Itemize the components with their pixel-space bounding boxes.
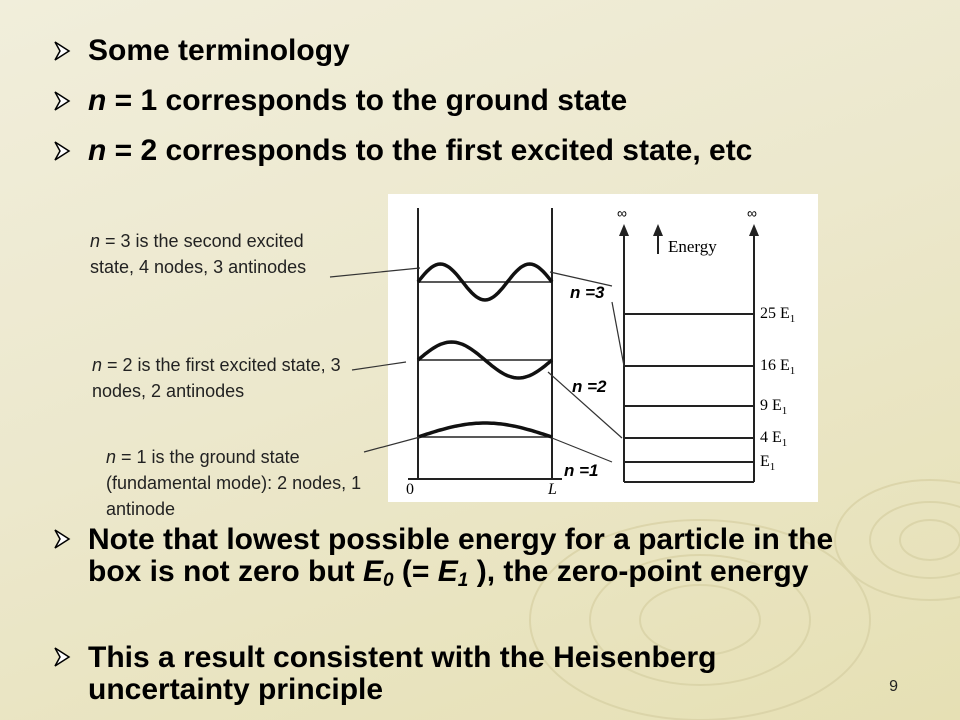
level-label: 16 $E_1$ <box>760 357 796 377</box>
bullet-heisenberg <box>52 642 716 706</box>
bullet-text-line2: box is not zero but $E_0$ (= $E_1$ ), the zero-point energy <box>88 555 809 591</box>
energy-label: Energy <box>668 237 717 256</box>
arrow-bullet-icon <box>52 524 74 554</box>
page-number: 9 <box>889 678 898 695</box>
note-n3: n = 3 is the second excited state, 4 nodes, 3 antinodes <box>90 231 307 277</box>
infinity-left: ∞ <box>617 205 627 221</box>
level-label: $E_1$ <box>760 453 776 473</box>
bullet-text-line1: Note that lowest possible energy for a particle in the <box>88 523 834 556</box>
bullet-text: = 2 corresponds to the first excited state, etc <box>106 134 753 167</box>
bullet-text: Some terminology <box>88 34 350 67</box>
note-n2: n = 2 is the first excited state, 3 nodes, 2 antinodes <box>92 355 341 401</box>
n2-label: n =2 <box>572 377 607 396</box>
bullet-n-var: n <box>88 84 107 117</box>
x-end-label: L <box>548 481 557 498</box>
bullet-n-var: n <box>88 134 107 167</box>
bullet-text-line2: uncertainty principle <box>88 673 384 706</box>
n1-label: n =1 <box>564 461 599 480</box>
bullet-text-line1: This a result consistent with the Heisenberg <box>88 641 717 674</box>
x-start-label: 0 <box>406 481 414 498</box>
level-label: 25 $E_1$ <box>760 305 796 325</box>
bullet-text: = 1 corresponds to the ground state <box>106 84 628 117</box>
level-label: 9 $E_1$ <box>760 397 788 417</box>
arrow-bullet-icon <box>52 642 74 672</box>
bullet-zero-point-energy <box>52 524 833 597</box>
level-label: 4 $E_1$ <box>760 429 788 449</box>
note-n1: n = 1 is the ground state (fundamental mode): 2 nodes, 1 antinode <box>106 447 362 519</box>
n3-label: n =3 <box>570 283 605 302</box>
infinity-right: ∞ <box>747 205 757 221</box>
